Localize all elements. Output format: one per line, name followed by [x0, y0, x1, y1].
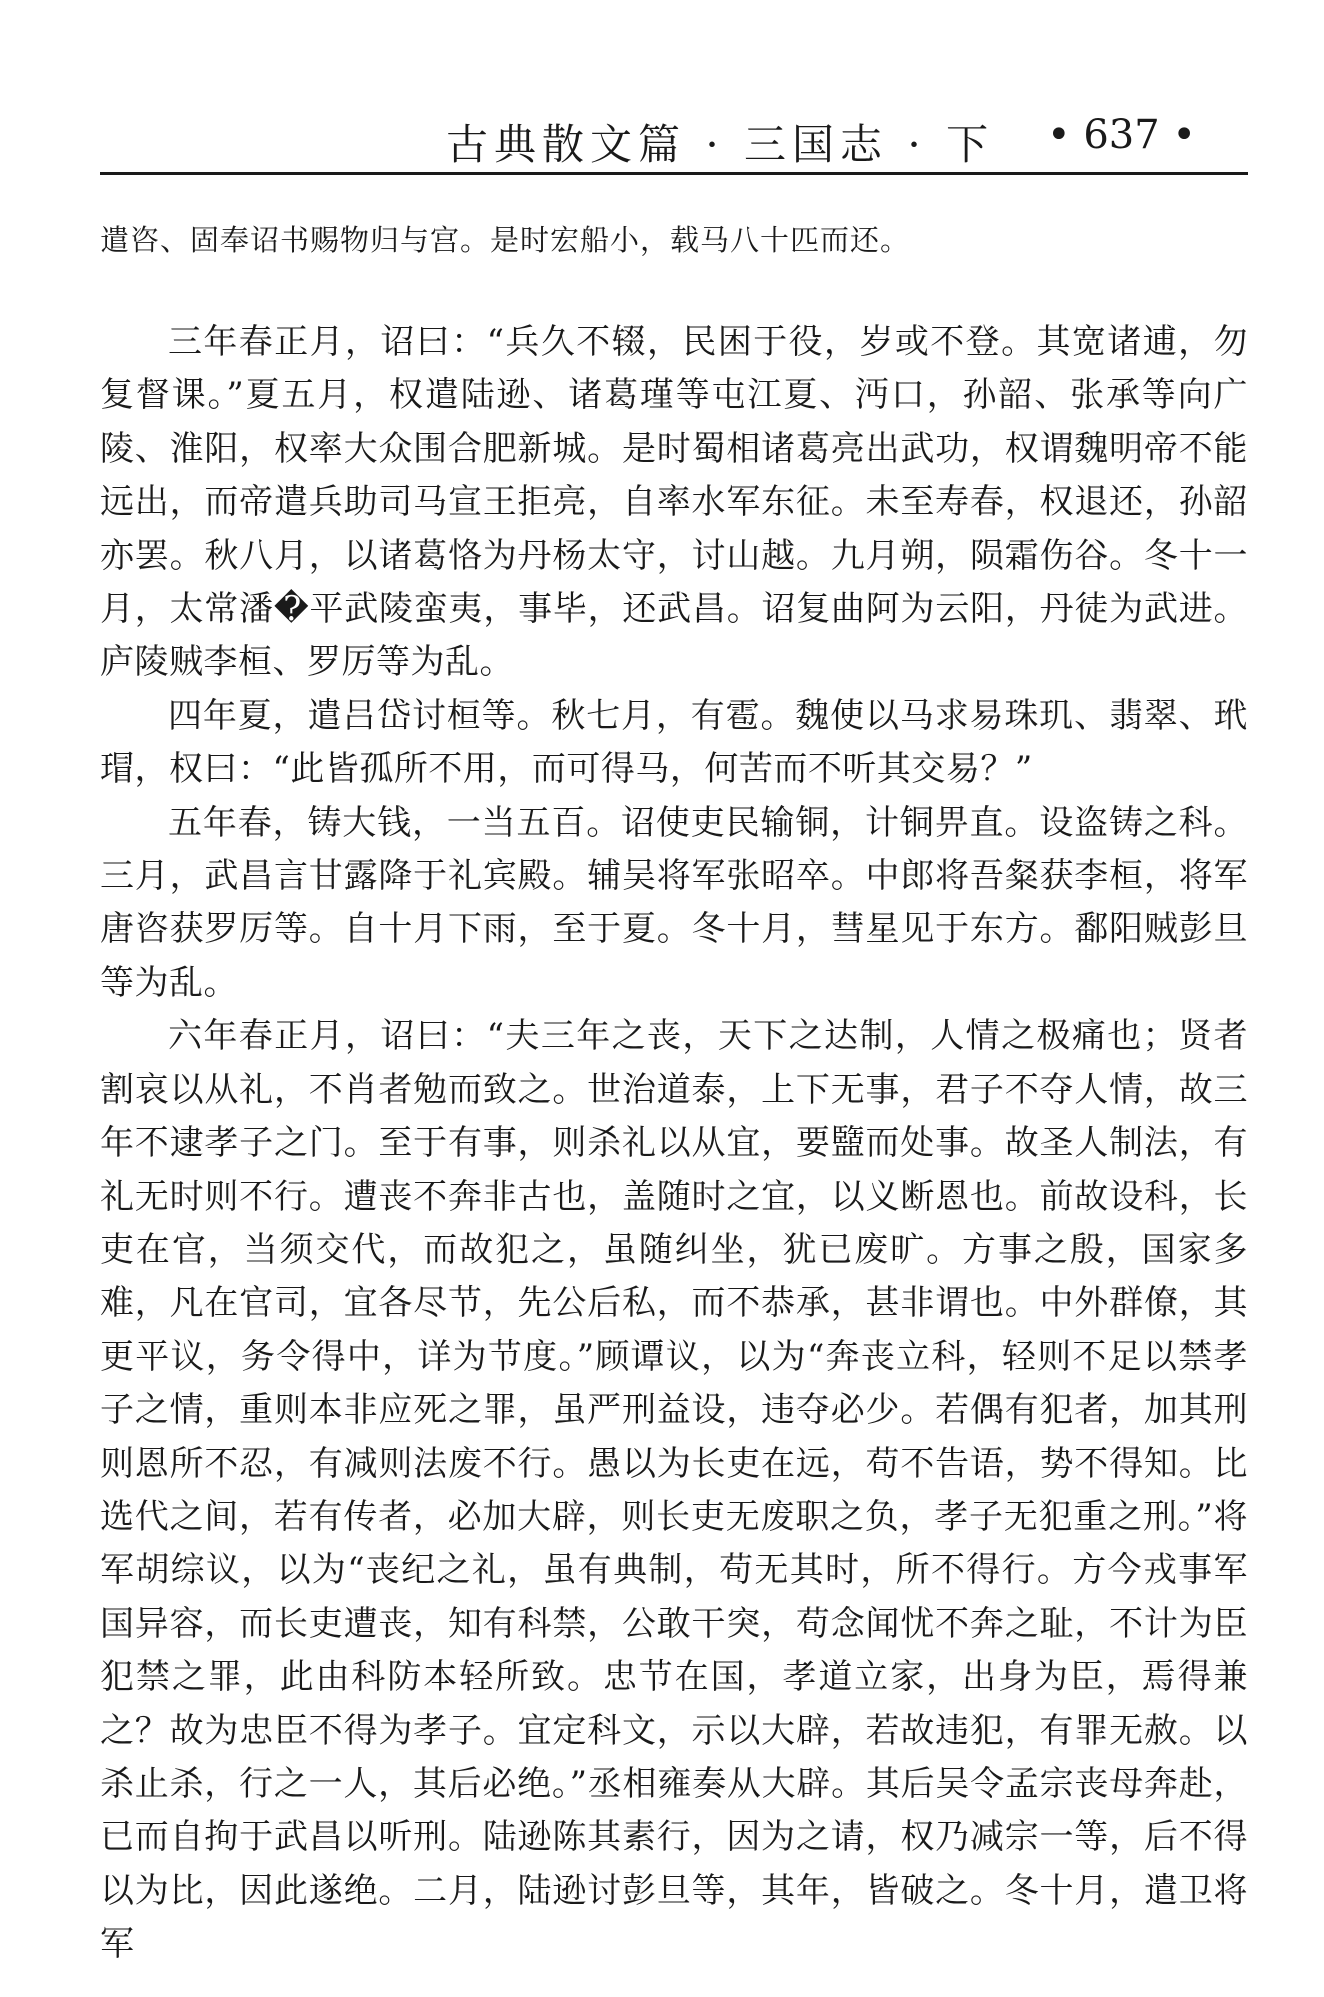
running-header	[100, 108, 1248, 168]
lead-text: 遣咨、固奉诏书赐物归与宫。是时宏船小，载马八十匹而还。	[100, 223, 911, 257]
body-text	[100, 316, 1248, 1972]
paragraph-4: 六年春正月，诏曰：“夫三年之丧，天下之达制，人情之极痛也；贤者割哀以从礼，不肖者勉而致之。世治道泰，上下无事，君子不夺人情，故三年不逮孝子之门。至于有事，则杀礼以从宜，要盬而处事。故圣人制法，有礼无时则不行。遭丧不奔非古也，盖随时之宜，以义断恩也。前故设科，长吏在官，当须交代，而故犯之，虽随纠坐，犹已废旷。方事之殷，国家多难，凡在官司，宜各尽节，先公后私，而不恭承，甚非谓也。中外群僚，其更平议，务令得中，详为节度。”顾谭议，以为“奔丧立科，轻则不足以禁孝子之情，重则本非应死之罪，虽严刑益设，违夺必少。若偶有犯者，加其刑则恩所不忍，有减则法废不行。愚以为长吏在远，苟不告语，势不得知。比选代之间，若有传者，必加大辟，则长吏无废职之负，孝子无犯重之刑。”将军胡综议，以为“丧纪之礼，虽有典制，苟无其时，所不得行。方今戎事军国异容，而长吏遭丧，知有科禁，公敢干突，苟念闻忧不奔之耻，不计为臣犯禁之罪，此由科防本轻所致。忠节在国，孝道立家，出身为臣，焉得兼之？故为忠臣不得为孝子。宜定科文，示以大辟，若故违犯，有罪无赦。以杀止杀，行之一人，其后必绝。”丞相雍奏从大辟。其后吴令孟宗丧母奔赴，已而自拘于武昌以听刑。陆逊陈其素行，因为之请，权乃减宗一等，后不得以为比，因此遂绝。二月，陆逊讨彭旦等，其年，皆破之。冬十月，遣卫将军	[100, 1016, 1248, 1965]
header-rule	[100, 172, 1248, 175]
paragraph-3: 五年春，铸大钱，一当五百。诏使吏民输铜，计铜畀直。设盗铸之科。三月，武昌言甘露降于礼宾殿。辅吴将军张昭卒。中郎将吾粲获李桓，将军唐咨获罗厉等。自十月下雨，至于夏。冬十月，彗星见于东方。鄱阳贼彭旦等为乱。	[100, 802, 1248, 1003]
page-number: • 637 •	[1047, 112, 1196, 158]
paragraph-2: 四年夏，遣吕岱讨桓等。秋七月，有雹。魏使以马求易珠玑、翡翠、玳瑁，权曰：“此皆孤所不用，而可得马，何苦而不听其交易？”	[100, 695, 1248, 790]
paragraph-1: 三年春正月，诏曰：“兵久不辍，民困于役，岁或不登。其宽诸逋，勿复督课。”夏五月，权遣陆逊、诸葛瑾等屯江夏、沔口，孙韶、张承等向广陵、淮阳，权率大众围合肥新城。是时蜀相诸葛亮出武功，权谓魏明帝不能远出，而帝遣兵助司马宣王拒亮，自率水军东征。未至寿春，权退还，孙韶亦罢。秋八月，以诸葛恪为丹杨太守，讨山越。九月朔，陨霜伤谷。冬十一月，太常潘�平武陵蛮夷，事毕，还武昌。诏复曲阿为云阳，丹徒为武进。庐陵贼李桓、罗厉等为乱。	[100, 322, 1248, 683]
header-title: 古典散文篇 · 三国志 · 下	[446, 120, 995, 169]
